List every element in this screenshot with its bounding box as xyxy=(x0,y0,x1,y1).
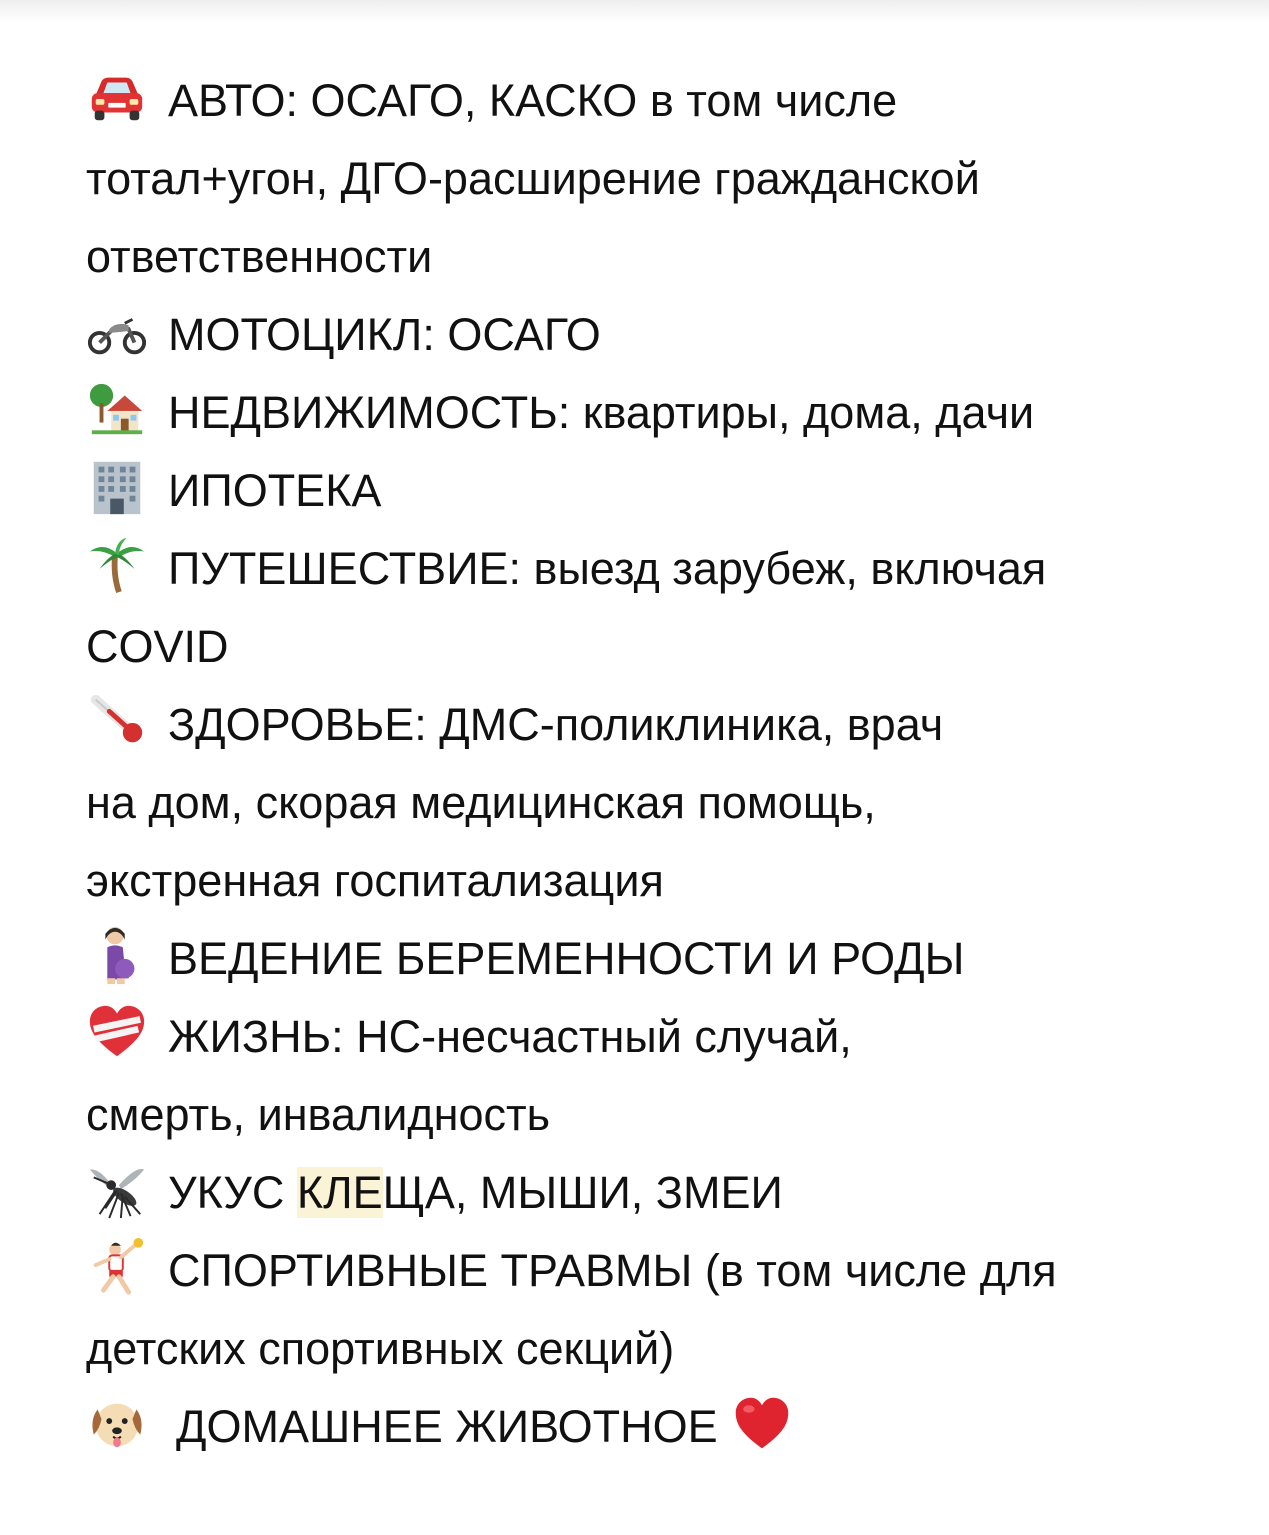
palm-tree-icon xyxy=(86,534,148,596)
pregnant-woman-icon xyxy=(86,924,148,986)
list-item-motorcycle xyxy=(86,296,1196,374)
pet-text: ДОМАШНЕЕ ЖИВОТНОЕ xyxy=(176,1401,718,1452)
top-shadow xyxy=(0,0,1269,22)
mosquito-icon xyxy=(86,1158,148,1220)
list-item-life xyxy=(86,998,1196,1076)
list-item-sports xyxy=(86,1232,1196,1310)
bite-suffix: ЩА, МЫШИ, ЗМЕИ xyxy=(382,1167,783,1218)
mending-heart-icon xyxy=(86,1002,148,1064)
list-item-real-estate xyxy=(86,374,1196,452)
bite-prefix: УКУС xyxy=(168,1167,297,1218)
health-line-1: ЗДОРОВЬЕ: ДМС-поликлиника, врач xyxy=(168,699,944,750)
auto-line-2: тотал+угон, ДГО-расширение гражданской xyxy=(86,153,980,204)
real-estate-text: НЕДВИЖИМОСТЬ: квартиры, дома, дачи xyxy=(168,387,1035,438)
office-building-icon xyxy=(86,456,148,518)
list-item-auto xyxy=(86,62,1196,140)
travel-line-1: ПУТЕШЕСТВИЕ: выезд зарубеж, включая xyxy=(168,543,1047,594)
thermometer-icon xyxy=(86,690,148,752)
insurance-list xyxy=(86,62,1196,1466)
highlighted-text: КЛЕ xyxy=(296,1167,383,1218)
sports-line-1: СПОРТИВНЫЕ ТРАВМЫ (в том числе для xyxy=(168,1245,1057,1296)
mortgage-text: ИПОТЕКА xyxy=(168,465,382,516)
car-icon xyxy=(86,66,148,128)
health-line-3: экстренная госпитализация xyxy=(86,855,664,906)
list-item-health xyxy=(86,686,1196,764)
life-line-1: ЖИЗНЬ: НС-несчастный случай, xyxy=(168,1011,852,1062)
list-item-mortgage xyxy=(86,452,1196,530)
dog-face-icon xyxy=(86,1392,148,1454)
motorcycle-icon xyxy=(86,300,148,362)
list-item-travel xyxy=(86,530,1196,608)
life-line-2: смерть, инвалидность xyxy=(86,1089,551,1140)
sports-line-2: детских спортивных секций) xyxy=(86,1323,675,1374)
handball-player-icon xyxy=(86,1236,148,1298)
auto-line-1: АВТО: ОСАГО, КАСКО в том числе xyxy=(168,75,898,126)
house-with-garden-icon xyxy=(86,378,148,440)
red-heart-icon xyxy=(732,1394,792,1454)
list-item-bite xyxy=(86,1154,1196,1232)
list-item-pregnancy xyxy=(86,920,1196,998)
travel-line-2: COVID xyxy=(86,621,229,672)
motorcycle-text: МОТОЦИКЛ: ОСАГО xyxy=(168,309,601,360)
list-item-pet xyxy=(86,1388,1196,1466)
auto-line-3: ответственности xyxy=(86,231,433,282)
pregnancy-text: ВЕДЕНИЕ БЕРЕМЕННОСТИ И РОДЫ xyxy=(168,933,965,984)
health-line-2: на дом, скорая медицинская помощь, xyxy=(86,777,876,828)
